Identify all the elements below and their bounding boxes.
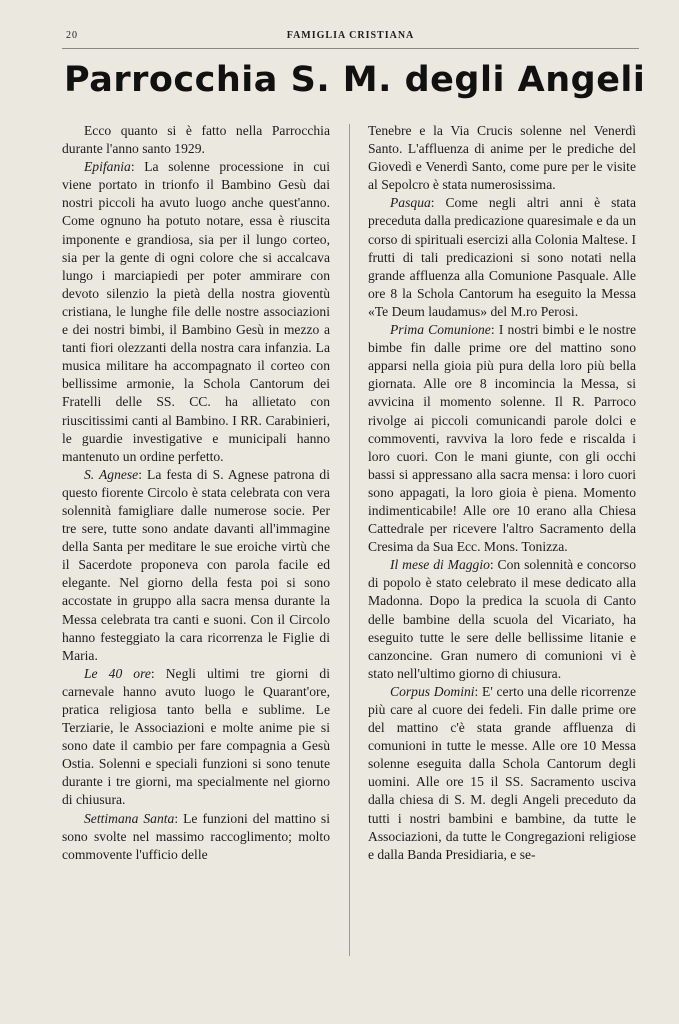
paragraph-lead: Il mese di Maggio (390, 557, 490, 573)
paragraph-lead: Pasqua (390, 195, 431, 211)
left-column (62, 122, 330, 864)
paragraph-text: : La festa di S. Agnese patrona di questo fiorente Circolo è stata celebrata con vera solennità famigliare dalle numerose socie. Per tre sere, tutte sono andate davanti all'immagine della Santa per meditare le sue eroiche virtù che il Sacerdote proponeva con parola facile ed elegante. Nel giorno della festa poi si sono accostate in gruppo alla sacra mensa durante la Messa celebrata tra canti e suoni. Con il Circolo hanno festeggiato la cara ricorrenza le Figlie di Maria. (62, 466, 331, 663)
page-header (62, 30, 639, 46)
paragraph (62, 810, 330, 864)
header-rule (62, 48, 639, 49)
paragraph-lead: Prima Comunione (390, 322, 491, 338)
paragraph-text: : Con solennità e concorso di popolo è stato celebrato il mese dedicato alla Madonna. Dopo la predica la scuola di Canto delle bambine della scuola del Vicariato, ha eseguito tutte le sere delle bellissime litanie e canzoncine. Gran numero di comunioni vi è stato nell'ultimo giorno di chiusura. (368, 557, 636, 681)
paragraph-text: : Negli ultimi tre giorni di carnevale hanno avuto luogo le Quarant'ore, pratica religiosa tanto bella e sublime. Le Terziarie, le Associazioni e molte anime pie si sono date il cambio per fare compagnia a Gesù Ostia. Solenni e speciali funzioni si sono tenute durante i tre giorni, ma specialmente nel giorno di chiusura. (62, 665, 330, 808)
paragraph-text: : Come negli altri anni è stata preceduta dalla predicazione quaresimale e da un corso di spirituali esercizi alla Colonia Maltese. I frutti di tali predicazioni si sono notati nella grande affluenza alla Comunione Pasquale. Alle ore 8 la Schola Cantorum ha eseguito la Messa «Te Deum laudamus» del M.ro Perosi. (368, 195, 636, 319)
paragraph (368, 122, 636, 194)
paragraph (62, 466, 330, 665)
paragraph-text: : I nostri bimbi e le nostre bimbe fin dalle prime ore del mattino sono apparsi nella gioia più pura della loro più bella giornata. Alle ore 8 incomincia la Messa, si avvicina il momento solenne. Il R. Parroco rivolge ai piccoli comunicandi parole dolci e commoventi, ravviva la loro fede e riscalda i loro cuori. Con le mani giunte, con gli occhi bassi si appressano alla sacra mensa: i loro cuori sono appagati, la loro gioia è piena. Momento indimenticabile! Alle ore 10 erano alla Chiesa Cattedrale per ricevere l'altro Sacramento della Cresima da Sua Ecc. Mons. Tonizza. (368, 322, 637, 555)
paragraph-lead: Settimana Santa (84, 810, 175, 826)
paragraph-text: Tenebre e la Via Crucis solenne nel Venerdì Santo. L'affluenza di anime per le prediche del Giovedì e Venerdì Santo, come pure per le visite al Sepolcro è stata numerosissima. (368, 123, 636, 193)
paragraph (62, 158, 330, 466)
paragraph-text: : E' certo una delle ricorrenze più care al cuore dei fedeli. Fin dalle prime ore del mattino c'è stata grande affluenza di comunioni in tutte le messe. Alle ore 10 Messa solenne eseguita dalla Schola Cantorum degli uomini. Alle ore 15 il SS. Sacramento usciva dalla chiesa di S. M. degli Angeli preceduto da tutti i nostri bambini e bambine, da tutte le Associazioni, da tutte le Congregazioni religiose e dalla Banda Presidiaria, e se- (368, 683, 636, 862)
paragraph (62, 122, 330, 158)
paragraph (368, 194, 636, 321)
paragraph-text: : Le funzioni del mattino si sono svolte nel massimo raccoglimento; molto commovente l'ufficio delle (62, 810, 330, 862)
paragraph-lead: Epifania (84, 159, 131, 175)
paragraph-text: Ecco quanto si è fatto nella Parrocchia durante l'anno santo 1929. (62, 123, 330, 157)
paragraph-text: : La solenne processione in cui viene portato in trionfo il Bambino Gesù dai nostri piccoli ha avuto luogo anche quest'anno. Come ognuno ha potuto notare, essa è riuscita imponente e grandiosa, sia per il lungo corteo, sia per la gente di ogni colore che si accalcava lungo i marciapiedi per poter ammirare con devoto silenzio la pietà della nostra gioventù cristiana, le lunghe file delle nostre associazioni e dei nostri bimbi, il Bambino Gesù in mezzo a tanti fiori olezzanti della nostra cara infanzia. La musica militare ha accompagnato il corteo con bellissime armonie, la Schola Cantorum dei Fratelli delle SS. CC. ha allietato con riuscitissimi canti al Bambino. I RR. Carabinieri, le guardie investigative e municipali hanno mantenuto un ordine perfetto. (62, 159, 330, 464)
paragraph-lead: S. Agnese (84, 466, 139, 482)
paragraph (368, 683, 636, 864)
paragraph (368, 556, 636, 683)
running-title: FAMIGLIA CRISTIANA (286, 30, 415, 41)
article-title: Parrocchia S. M. degli Angeli (64, 60, 646, 100)
right-column (368, 122, 636, 864)
paragraph-lead: Le 40 ore (84, 665, 151, 681)
paragraph (368, 321, 636, 556)
column-divider (349, 124, 350, 956)
page-number: 20 (66, 30, 78, 41)
paragraph (62, 665, 330, 810)
paragraph-lead: Corpus Domini (390, 683, 475, 699)
